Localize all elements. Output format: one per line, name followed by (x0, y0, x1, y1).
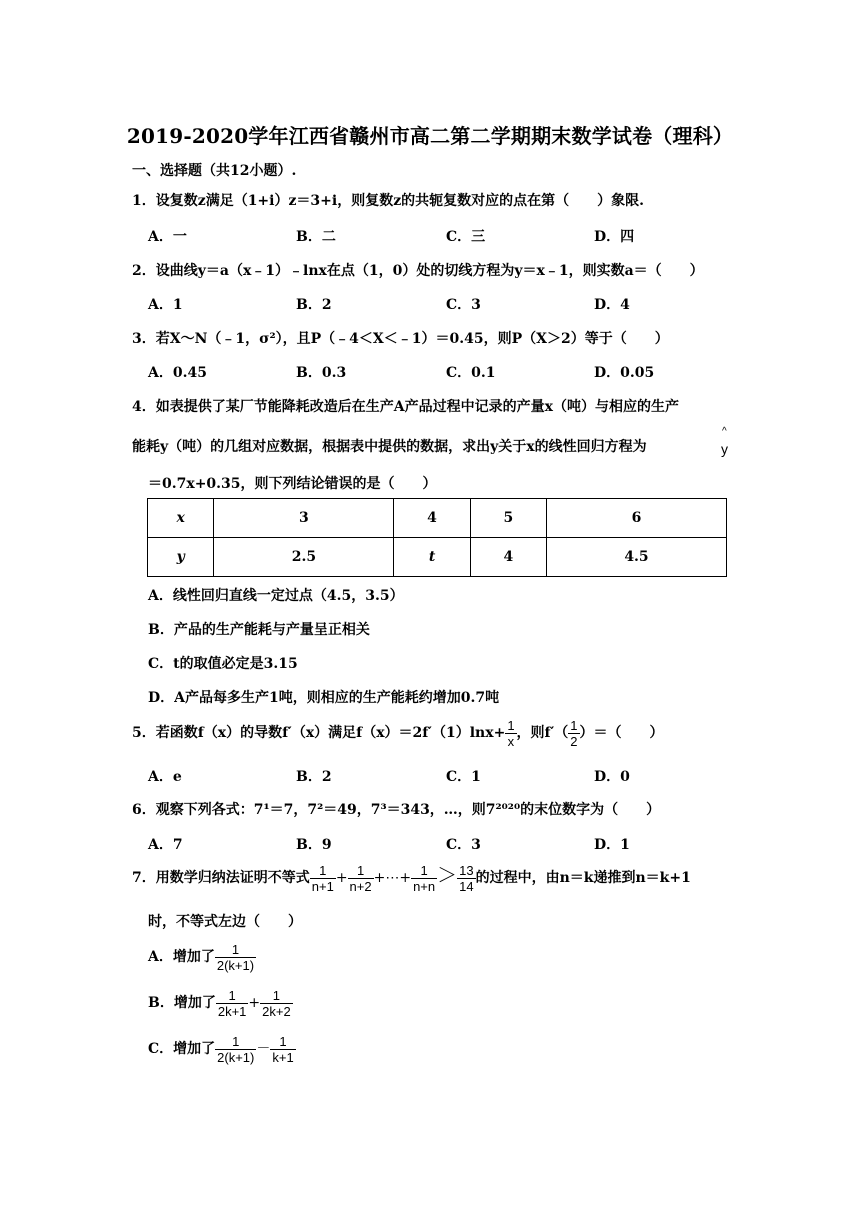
table-cell: 3 (214, 499, 394, 538)
q7-option-a: A．增加了 $\frac{1}{2(k+1)}$ (148, 941, 255, 973)
q5-option-a: A．e (148, 769, 182, 785)
q5-option-d: D．0 (594, 769, 630, 785)
q2-option-a: A．1 (148, 297, 183, 313)
question-3: 3．若X～N（﹣1，σ²），且P（﹣4＜X＜﹣1）＝0.45，则P（X＞2）等于（ ） (132, 331, 669, 347)
q4-option-c: C．t的取值必定是3.15 (148, 656, 298, 672)
table-cell: 2.5 (214, 538, 394, 577)
table-cell: 4 (470, 538, 546, 577)
q3-option-c: C．0.1 (446, 365, 496, 381)
q5-option-b: B．2 (296, 769, 332, 785)
q4-option-a: A．线性回归直线一定过点（4.5，3.5） (148, 588, 404, 604)
question-7-line-2: 时，不等式左边（ ） (148, 914, 302, 930)
q7-option-b: B．增加了 $\frac{1}{2k+1}$ + $\frac{1}{2k+2}$ (148, 987, 291, 1019)
table-cell: 5 (470, 499, 546, 538)
fraction: $\frac{1}{n+1}$ (311, 862, 334, 894)
fraction: $\frac{1}{x}$ (507, 717, 515, 749)
q4-option-b: B．产品的生产能耗与产量呈正相关 (148, 622, 370, 638)
q1-option-b: B．二 (296, 229, 336, 245)
fraction: $\frac{1}{2(k+1)}$ (217, 1033, 255, 1065)
q5-option-c: C．1 (446, 769, 481, 785)
fraction: $\frac{1}{n+2}$ (349, 862, 372, 894)
q6-option-c: C．3 (446, 837, 481, 853)
fraction: $\frac{1}{2}$ (570, 717, 578, 749)
fraction: $\frac{1}{2k+2}$ (262, 987, 291, 1019)
table-cell: x (148, 499, 214, 538)
question-6: 6．观察下列各式：7¹＝7，7²＝49，7³＝343，…，则7²⁰²⁰的末位数字为（ ） (132, 802, 661, 818)
hat-accent-icon: ^ (722, 426, 727, 437)
q6-option-a: A．7 (148, 837, 183, 853)
fraction: $\frac{1}{2k+1}$ (217, 987, 247, 1019)
section-heading: 一、选择题（共12小题）. (132, 163, 297, 179)
fraction: $\frac{1}{k+1}$ (272, 1033, 294, 1065)
table-cell: 4 (394, 499, 470, 538)
y-hat-symbol: y (721, 441, 728, 457)
q6-option-d: D．1 (594, 837, 630, 853)
fraction: $\frac{1}{2(k+1)}$ (216, 941, 255, 973)
q2-option-d: D．4 (594, 297, 630, 313)
q3-option-a: A．0.45 (148, 365, 207, 381)
q7-option-c: C．增加了 $\frac{1}{2(k+1)}$ － $\frac{1}{k+1}$ (148, 1033, 294, 1065)
question-5: 5．若函数f（x）的导数f′（x）满足f（x）＝2f′（1）lnx+ $\frac{1}{x}$ ，则f′（ $\frac{1}{2}$ ）＝（ ） (132, 717, 664, 749)
table-row (148, 499, 727, 538)
table-cell: 4.5 (547, 538, 727, 577)
q3-option-d: D．0.05 (594, 365, 655, 381)
q6-option-b: B．9 (296, 837, 332, 853)
q2-option-b: B．2 (296, 297, 332, 313)
table-cell: y (148, 538, 214, 577)
page-title: 2019-2020学年江西省赣州市高二第二学期期末数学试卷（理科） (126, 124, 734, 148)
table-row (148, 538, 727, 577)
q1-option-d: D．四 (594, 229, 635, 245)
question-4-line-1: 4．如表提供了某厂节能降耗改造后在生产A产品过程中记录的产量x（吨）与相应的生产 (132, 399, 679, 415)
table-cell: t (394, 538, 470, 577)
table-cell: 6 (547, 499, 727, 538)
q4-option-d: D．A产品每多生产1吨，则相应的生产能耗约增加0.7吨 (148, 690, 500, 706)
question-4-line-3: ＝0.7x+0.35，则下列结论错误的是（ ） (148, 476, 437, 492)
q1-option-a: A．一 (148, 229, 187, 245)
data-table (147, 498, 727, 577)
fraction: $\frac{13}{14}$ (459, 862, 474, 894)
fraction: $\frac{1}{n+n}$ (413, 862, 436, 894)
q3-option-b: B．0.3 (296, 365, 347, 381)
question-1: 1．设复数z满足（1+i）z＝3+i，则复数z的共轭复数对应的点在第（ ）象限. (132, 193, 645, 209)
question-2: 2．设曲线y＝a（x﹣1）﹣lnx在点（1，0）处的切线方程为y＝x﹣1，则实数a＝（ ） (132, 263, 704, 279)
q2-option-c: C．3 (446, 297, 481, 313)
question-7: 7．用数学归纳法证明不等式 $\frac{1}{n+1}$ + $\frac{1}{n+2}$ +⋯+ $\frac{1}{n+n}$ ＞ $\frac{13}{14}$ 的过程中，由n＝k递推到n＝k+1 (132, 862, 691, 894)
q1-option-c: C．三 (446, 229, 486, 245)
question-4-line-2: 能耗y（吨）的几组对应数据，根据表中提供的数据，求出y关于x的线性回归方程为 (132, 439, 647, 455)
